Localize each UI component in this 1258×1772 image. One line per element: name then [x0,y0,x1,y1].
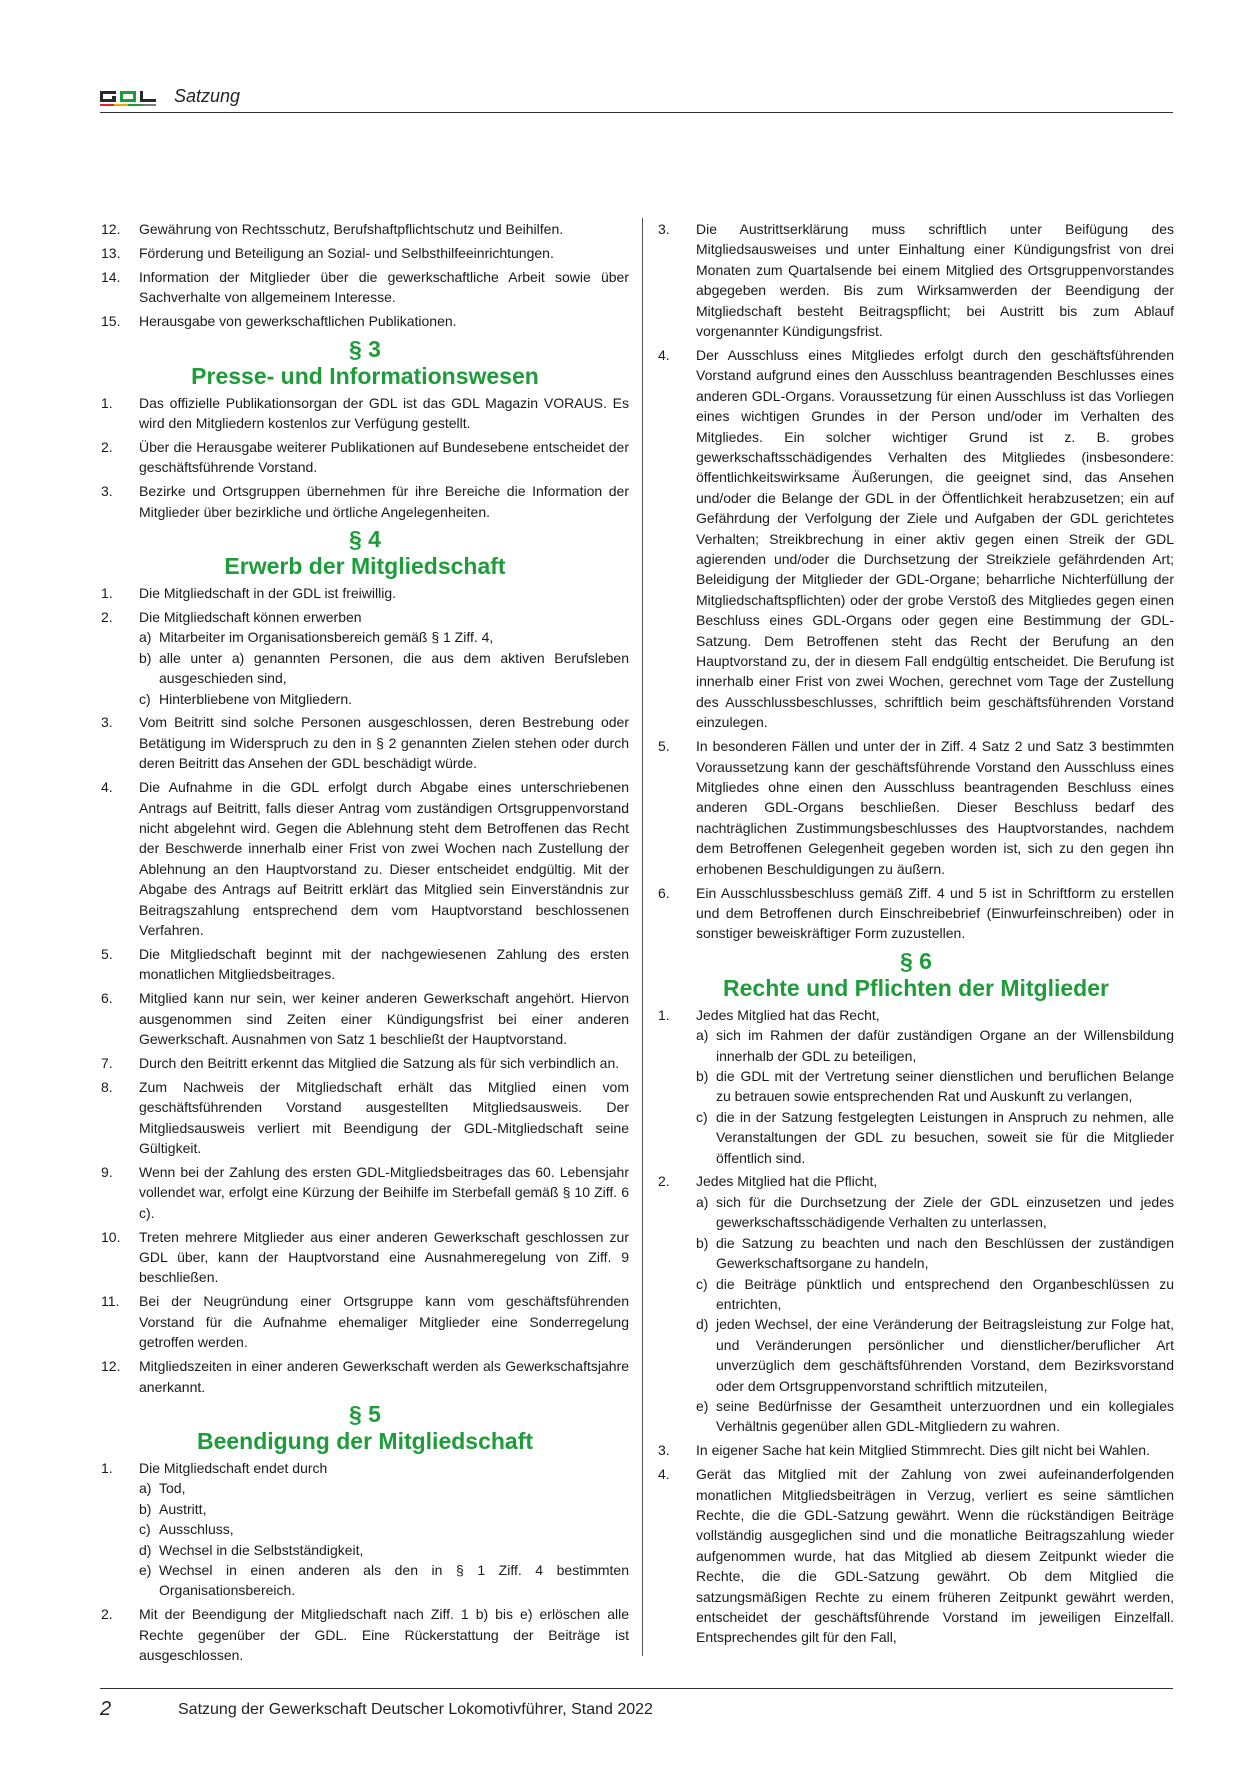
list-item: 5. In besonderen Fällen und unter der in Ziff. 4 Satz 2 und Satz 3 bestimmten Voraussetzung kann der geschäftsführende Vorstand den Ausschluss eines Mitgliedes ohne einen den Ausschluss beantragenden Beschluss eines anderen GDL-Organs beschließen. Dieser Beschluss bedarf des nachträglichen Zustimmungsbeschlusses des Hauptvorstandes, nachdem dem Betroffenen Gelegenheit gegeben worden ist, sich zu den gegen ihn erhobenen Beschuldigungen zu äußern. [658,738,1174,877]
section-number: § 6 [900,947,932,974]
list-item: 14. Information der Mitglieder über die gewerkschaftliche Arbeit sowie über Sachverhalte von allgemeinem Interesse. [101,268,629,306]
list-item: 1. Die Mitgliedschaft in der GDL ist freiwillig. [101,584,397,601]
column-divider [642,218,643,1656]
page-header [100,84,1173,113]
list-item: 7. Durch den Beitritt erkennt das Mitglied die Satzung als für sich verbindlich an. [101,1054,620,1071]
sub-item: c) die in der Satzung festgelegten Leistungen in Anspruch zu nehmen, alle Veranstaltungen der GDL zu besuchen, soweit sie für die Mitglieder öffentlich sind. [696,1108,1174,1166]
list-item: 2. Über die Herausgabe weiterer Publikationen auf Bundesebene entscheidet der geschäftsführende Vorstand. [101,438,629,476]
sub-item: b) alle unter a) genannten Personen, die aus dem aktiven Berufsleben ausgeschieden sind, [139,649,629,687]
section-title: Rechte und Pflichten der Mitglieder [723,974,1109,1001]
page-number: 2 [100,1698,112,1720]
section-heading-6 [658,948,1174,1002]
sub-item: d) Wechsel in die Selbstständigkeit, [139,1541,364,1558]
sub-item: c) Ausschluss, [139,1521,234,1538]
footer-rule [100,1688,1173,1689]
footer-text: Satzung der Gewerkschaft Deutscher Lokomotivführer, Stand 2022 [178,1701,653,1718]
section-number: § 4 [349,525,381,552]
list-item: 3. Bezirke und Ortsgruppen übernehmen für ihre Bereiche die Information der Mitglieder über bezirkliche und örtliche Angelegenheiten. [101,483,629,520]
list-item: 4. Die Aufnahme in die GDL erfolgt durch Abgabe eines unterschriebenen Antrags auf Beitritt, falls dieser Antrag vom zuständigen Ortsgruppenvorstand nicht abgelehnt wird. Gegen die Ablehnung steht dem Betroffenen das Recht der Beschwerde innerhalb einer Frist von zwei Wochen nach Zustellung der Ablehnung an den Hauptvorstand zu. Dieser entscheidet endgültig. Mit der Abgabe des Antrags auf Beitritt erklärt das Mitglied sein Einverständnis zur Beitragszahlung entsprechend dem vom Hauptvorstand beschlossenen Verfahren. [101,779,629,938]
list-item: 2. Mit der Beendigung der Mitgliedschaft nach Ziff. 1 b) bis e) erlöschen alle Rechte gegenüber der GDL. Eine Rückerstattung der Beiträge ist ausgeschlossen. [101,1606,629,1664]
list-item: 10. Treten mehrere Mitglieder aus einer anderen Gewerkschaft geschlossen zur GDL über, kann der Hauptvorstand eine Ausnahmeregelung von Ziff. 9 beschließen. [101,1228,629,1286]
list-item: 6. Mitglied kann nur sein, wer keiner anderen Gewerkschaft angehört. Hiervon ausgenommen sind Zeiten einer Kündigungsfrist bei einer anderen Gewerkschaft. Ausnahmen von Satz 1 beschließt der Hauptvorstand. [101,990,629,1047]
list-item: 1. Jedes Mitglied hat das Recht, a) sich im Rahmen der dafür zuständigen Organe an der Willensbildung innerhalb der GDL zu beteiligen, b) die GDL mit der Vertretung seiner dienstlichen und beruflichen Belange zu betrauen sowie entsprechenden Rat und Auskunft zu verlangen, c) die in der Satzung festgelegten Leistungen in Anspruch zu nehmen, alle Veranstaltungen der GDL zu besuchen, soweit sie für die Mitglieder öffentlich sind. [658,1005,1174,1168]
section-title: Beendigung der Mitgliedschaft [196,1427,534,1454]
list-item: 8. Zum Nachweis der Mitgliedschaft erhält das Mitglied einen vom geschäftsführenden Vorstand ausgestellten Mitgliedsausweis. Der Mitgliedsausweis verliert mit Beendigung der GDL-Mitgliedschaft seine Gültigkeit. [101,1078,629,1157]
sub-item: d) jeden Wechsel, der eine Veränderung der Beitragsleistung zur Folge hat, und Veränderungen persönlicher und dienstlicher/beruflicher Art unverzüglich dem geschäftsführenden Vorstand, dem Bezirksvorstand oder dem Ortsgruppenvorstand schriftlich mitzuteilen, [696,1316,1174,1394]
gdl-logo-icon [100,89,158,107]
sub-item: e) Wechsel in einen anderen als den in § 1 Ziff. 4 bestimmten Organisationsbereich. [139,1561,629,1599]
section-title: Erwerb der Mitgliedschaft [224,552,506,579]
section-heading-5 [101,1401,629,1455]
sub-item: a) Mitarbeiter im Organisationsbereich gemäß § 1 Ziff. 4, [139,629,494,646]
list-item: 13. Förderung und Beteiligung an Sozial- und Selbsthilfeeinrichtungen. [101,244,554,261]
list-item: 1. Die Mitgliedschaft endet durch a) Tod, b) Austritt, c) Ausschluss, d) Wechsel in die Selbstständigkeit, e) Wechsel in einen anderen als den in § 1 Ziff. 4 bestimmten Organisationsbereich. [101,1458,629,1601]
list-item: 3. In eigener Sache hat kein Mitglied Stimmrecht. Dies gilt nicht bei Wahlen. [658,1442,1150,1459]
list-item: 12. Mitgliedszeiten in einer anderen Gewerkschaft werden als Gewerkschaftsjahre anerkannt. [101,1358,629,1395]
sub-item: a) sich im Rahmen der dafür zuständigen Organe an der Willensbildung innerhalb der GDL zu beteiligen, [696,1027,1174,1064]
sub-item: b) die GDL mit der Vertretung seiner dienstlichen und beruflichen Belange zu betrauen sowie entsprechenden Rat und Auskunft zu verlangen, [696,1067,1174,1105]
left-column [101,219,629,1669]
list-item: 3. Die Austrittserklärung muss schriftlich unter Beifügung des Mitgliedsausweises und unter Einhaltung einer Kündigungsfrist von drei Monaten zum Quartalsende bei einem Mitglied des Ortsgruppenvorstandes abgegeben werden. Bis zum Wirksamwerden der Beendigung der Mitgliedschaft besteht Beitragspflicht; bei Austritt bis zum Ablauf vorgenannter Kündigungsfrist. [658,221,1174,340]
list-item: 2. Die Mitgliedschaft können erwerben a) Mitarbeiter im Organisationsbereich gemäß § 1 Ziff. 4, b) alle unter a) genannten Personen, die aus dem aktiven Berufsleben ausgeschieden sind, c) Hinterbliebene von Mitgliedern. [101,607,629,709]
list-item: 1. Das offizielle Publikationsorgan der GDL ist das GDL Magazin VORAUS. Es wird den Mitgliedern kostenlos zur Verfügung gestellt. [101,394,629,431]
sub-item: a) sich für die Durchsetzung der Ziele der GDL einzusetzen und jedes gewerkschaftsschädigende Verhalten zu unterlassen, [696,1193,1174,1231]
list-item: 4. Der Ausschluss eines Mitgliedes erfolgt durch den geschäftsführenden Vorstand aufgrund eines den Ausschluss beantragenden Beschlusses eines anderen GDL-Organs. Voraussetzung für einen Ausschluss ist das Vorliegen eines wichtigen Grundes in der Person und/oder im Verhalten des Mitgliedes. Ein solcher wichtiger Grund ist z. B. grobes gewerkschaftsschädigendes Verhalten des Mitgliedes (insbesondere: öffentlichkeitswirksame Äußerungen, die geeignet sind, das Ansehen und/oder die Belange der GDL in der Öffentlichkeit herabzusetzen; ein auf Gefährdung der Verfolgung der Ziele und Aufgaben der GDL gerichtetes Verhalten; Streikbrechung in einer aktiv gegen einen Streik der GDL agierenden und/oder die Durchsetzung der Streikziele gefährdenden Art; Beleidigung der Mitglieder der GDL-Organe; beharrliche Nichterfüllung der Mitgliedschaftspflichten) oder der grobe Verstoß des Mitgliedes gegen einen Beschluss eines GDL-Organs oder gegen eine Bestimmung der GDL-Satzung. Dem Betroffenen steht das Recht der Berufung an den Hauptvorstand zu, der in diesem Fall endgültig entscheidet. Die Berufung ist innerhalb einer Frist von zwei Wochen, gerechnet vom Tage der Zustellung des Ausschlussbeschlusses, schriftlich beim geschäftsführenden Vorstand einzulegen. [658,346,1174,731]
sub-item: b) Austritt, [139,1500,207,1517]
section-number: § 5 [349,1400,381,1427]
list-item: 6. Ein Ausschlussbeschluss gemäß Ziff. 4 und 5 ist in Schriftform zu erstellen und dem Betroffenen durch Einschreibebrief (Einwurfeinschreiben) oder in sonstiger beweiskräftiger Form zuzustellen. [658,884,1174,942]
list-item: 2. Jedes Mitglied hat die Pflicht, a) sich für die Durchsetzung der Ziele der GDL einzusetzen und jedes gewerkschaftsschädigende Verhalten zu unterlassen, b) die Satzung zu beachten und nach den Beschlüssen der zuständigen Gewerkschaftsorgane zu handeln, c) die Beiträge pünktlich und entsprechend den Organbeschlüssen zu entrichten, d) jeden Wechsel, der eine Veränderung der Beitragsleistung zur Folge hat, und Veränderungen persönlicher und dienstlicher/beruflicher Art unverzüglich dem geschäftsführenden Vorstand, dem Bezirksvorstand oder dem Ortsgruppenvorstand schriftlich mitzuteilen, e) seine Bedürfnisse der Gesamtheit unterzuordnen und ein kollegiales Verhältnis gegenüber allen GDL-Mitgliedern zu wahren. [658,1171,1174,1436]
section-number: § 3 [349,335,381,362]
section-title: Presse- und Informationswesen [191,362,539,389]
list-item: 5. Die Mitgliedschaft beginnt mit der nachgewiesenen Zahlung des ersten monatlichen Mitgliedsbeitrages. [101,945,629,983]
list-item: 4. Gerät das Mitglied mit der Zahlung von zwei aufeinanderfolgenden monatlichen Mitgliedsbeiträgen in Verzug, verliert es seine sämtlichen Rechte, die die GDL-Satzung gewährt. Wenn die rückständigen Beiträge vollständig ausgeglichen sind und die monatliche Beitragszahlung wieder aufgenommen wurde, hat das Mitglied ab diesem Zeitpunkt wieder die Rechte, die die GDL-Satzung gewährt. Ob dem Mitglied die satzungsmäßigen Rechte zu einem früheren Zeitpunkt gewährt werden, entscheidet der geschäftsführende Vorstand im jeweiligen Einzelfall. Entsprechendes gilt für den Fall, [658,1466,1174,1646]
section-heading-3 [101,336,629,390]
list-item: 12. Gewährung von Rechtsschutz, Berufshaftpflichtschutz und Beihilfen. [101,221,564,237]
sub-item: c) die Beiträge pünktlich und entsprechend den Organbeschlüssen zu entrichten, [696,1275,1174,1312]
sub-item: b) die Satzung zu beachten und nach den Beschlüssen der zuständigen Gewerkschaftsorgane zu handeln, [696,1234,1174,1272]
section-heading-4 [101,526,629,580]
list-item: 15. Herausgabe von gewerkschaftlichen Publikationen. [101,313,457,330]
list-item: 11. Bei der Neugründung einer Ortsgruppe kann vom geschäftsführenden Vorstand für die Aufnahme ehemaliger Mitglieder eine Sonderregelung getroffen werden. [101,1293,629,1351]
sub-item: e) seine Bedürfnisse der Gesamtheit unterzuordnen und ein kollegiales Verhältnis gegenüber allen GDL-Mitgliedern zu wahren. [696,1397,1174,1435]
header-title: Satzung [174,86,241,106]
right-column [658,219,1174,1648]
section-2-continuation [101,219,629,332]
sub-item: a) Tod, [139,1480,186,1497]
list-item: 3. Vom Beitritt sind solche Personen ausgeschlossen, deren Bestrebung oder Betätigung im Widerspruch zu den in § 2 genannten Zielen stehen oder durch deren Beitritt das Ansehen der GDL beschädigt würde. [101,714,629,772]
sub-item: c) Hinterbliebene von Mitgliedern. [139,690,352,707]
list-item: 9. Wenn bei der Zahlung des ersten GDL-Mitgliedsbeitrages das 60. Lebensjahr vollendet war, erfolgt eine Kürzung der Beihilfe im Sterbefall gemäß § 10 Ziff. 6 c). [101,1163,629,1221]
